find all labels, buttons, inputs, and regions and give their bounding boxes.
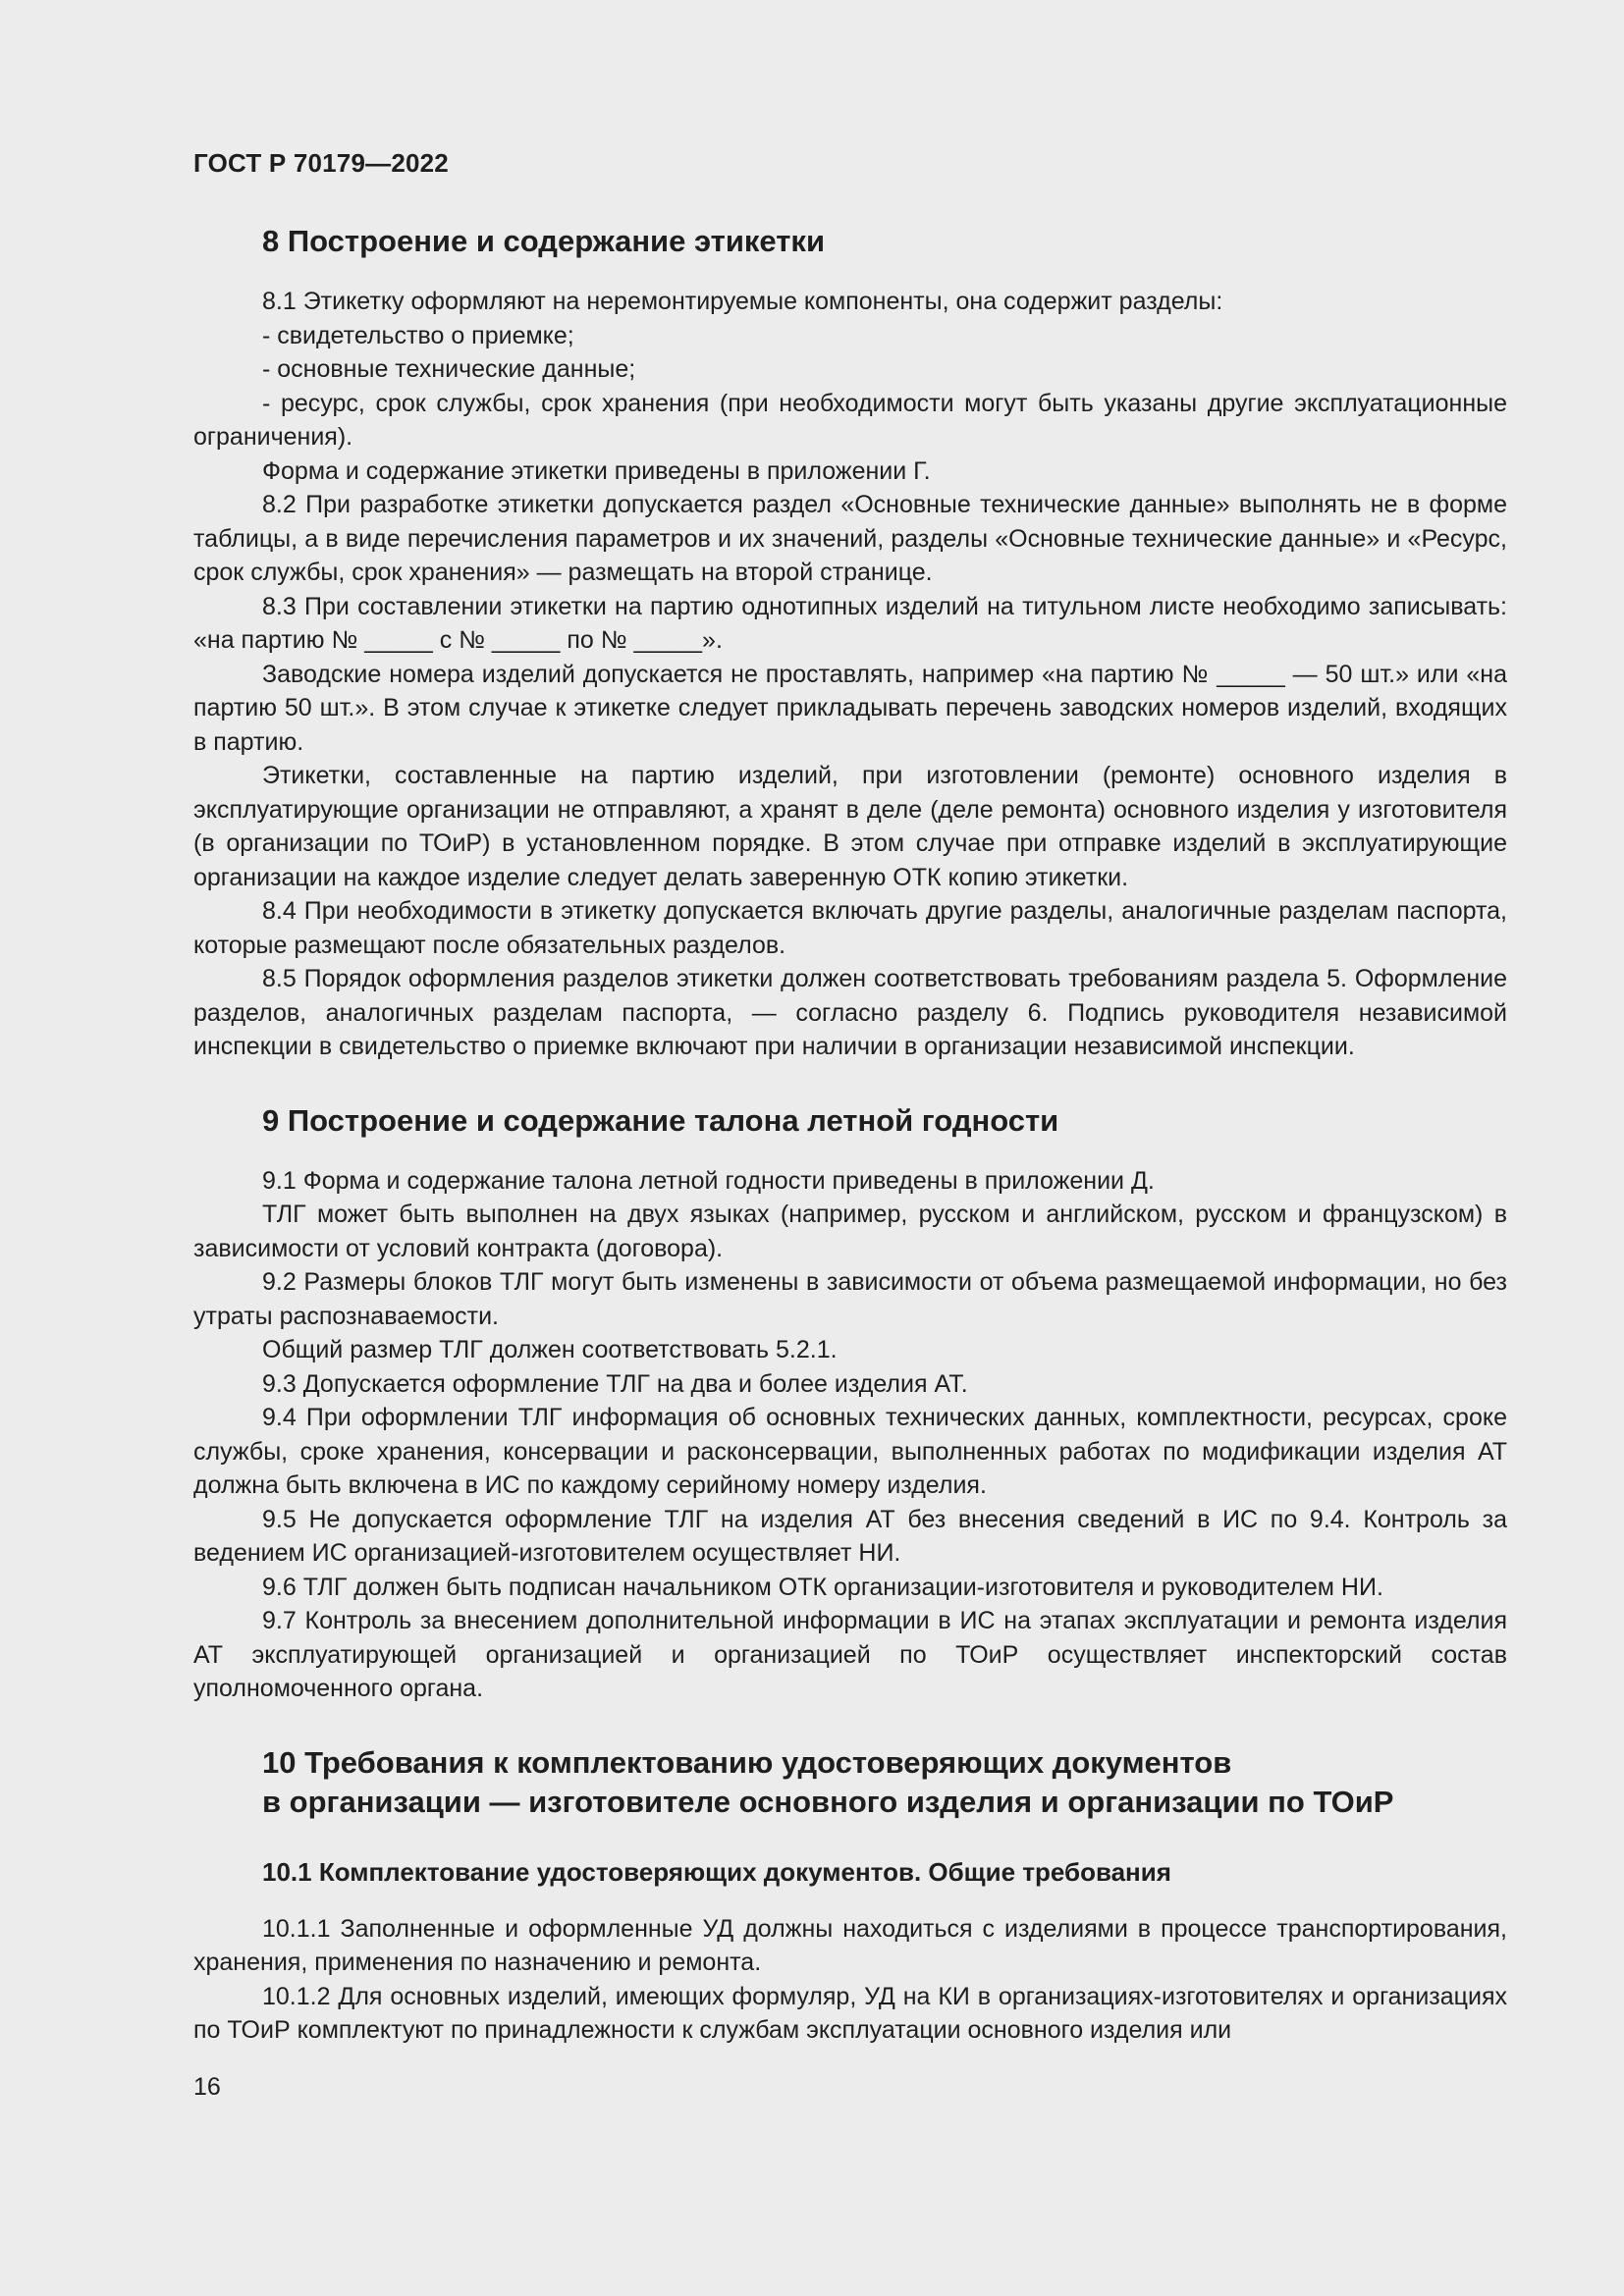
section-8-title: 8 Построение и содержание этикетки — [262, 224, 826, 258]
paragraph: Форма и содержание этикетки приведены в приложении Г. — [262, 456, 931, 485]
section-9-title: 9 Построение и содержание талона летной годности — [262, 1102, 1059, 1138]
clause-8-2: 8.2 При разработке этикетки допускается раздел «Основные технические данные» выполнять не в форме таблицы, а в виде перечисления параметров и их значений, разделы «Основные технические данные» и «Ресурс, срок службы, срок хранения» — размещать на второй странице. — [193, 491, 1507, 586]
clause-9-1: 9.1 Форма и содержание талона летной годности приведены в приложении Д. — [262, 1166, 1155, 1195]
clause-9-7: 9.7 Контроль за внесением дополнительной информации в ИС на этапах эксплуатации и ремонта изделия АТ эксплуатирующей организацией и организацией по ТОиР осуществляет инспекторский состав уполномоченного органа. — [193, 1607, 1507, 1702]
list-item: - основные технические данные; — [262, 355, 636, 383]
page-content — [193, 222, 1507, 2048]
paragraph: Заводские номера изделий допускается не проставлять, например «на партию № _____ — 50 шт.» или «на партию 50 шт.». В этом случае к этикетке следует прикладывать перечень заводских номеров изделий, входящих в партию. — [193, 660, 1507, 756]
clause-9-6: 9.6 ТЛГ должен быть подписан начальником ОТК организации-изготовителя и руководителем НИ. — [262, 1573, 1383, 1601]
clause-9-3: 9.3 Допускается оформление ТЛГ на два и более изделия АТ. — [262, 1369, 968, 1398]
subsection-10-1-title: 10.1 Комплектование удостоверяющих документов. Общие требования — [262, 1856, 1171, 1887]
clause-9-2: 9.2 Размеры блоков ТЛГ могут быть изменены в зависимости от объема размещаемой информации, но без утраты распознаваемости. — [193, 1268, 1507, 1330]
clause-10-1-1: 10.1.1 Заполненные и оформленные УД должны находиться с изделиями в процессе транспортирования, хранения, применения по назначению и ремонта. — [193, 1914, 1507, 1976]
clause-8-3: 8.3 При составлении этикетки на партию однотипных изделий на титульном листе необходимо записывать: «на партию № _____ с № _____ по № _____». — [193, 592, 1507, 654]
clause-9-4: 9.4 При оформлении ТЛГ информация об основных технических данных, комплектности, ресурсах, сроке службы, сроке хранения, консервации и расконсервации, выполненных работах по модификации изделия АТ должна быть включена в ИС по каждому серийному номеру изделия. — [193, 1404, 1507, 1499]
page-number: 16 — [193, 2073, 221, 2101]
list-item: - ресурс, срок службы, срок хранения (при необходимости могут быть указаны другие эксплуатационные ограничения). — [193, 389, 1507, 451]
clause-8-5: 8.5 Порядок оформления разделов этикетки должен соответствовать требованиям раздела 5. Оформление разделов, аналогичных разделам паспорта, — согласно разделу 6. Подпись руководителя независимой инспекции в свидетельство о приемке включают при наличии в организации независимой инспекции. — [193, 965, 1507, 1060]
paragraph: Этикетки, составленные на партию изделий, при изготовлении (ремонте) основного изделия в эксплуатирующие организации не отправляют, а хранят в деле (деле ремонта) основного изделия у изготовителя (в организации по ТОиР) в установленном порядке. В этом случае при отправке изделий в эксплуатирующие организации на каждое изделие следует делать заверенную ОТК копию этикетки. — [193, 762, 1507, 891]
clause-8-4: 8.4 При необходимости в этикетку допускается включать другие разделы, аналогичные разделам паспорта, которые размещают после обязательных разделов. — [193, 897, 1507, 959]
clause-9-5: 9.5 Не допускается оформление ТЛГ на изделия АТ без внесения сведений в ИС по 9.4. Контроль за ведением ИС организацией-изготовителем осуществляет НИ. — [193, 1505, 1507, 1567]
section-10-title-line-2: в организации — изготовителе основного изделия и организации по ТОиР — [262, 1784, 1394, 1819]
list-item: - свидетельство о приемке; — [262, 321, 574, 349]
paragraph: Общий размер ТЛГ должен соответствовать 5.2.1. — [262, 1336, 838, 1363]
section-10-title-line-1: 10 Требования к комплектованию удостоверяющих документов — [262, 1744, 1232, 1780]
clause-10-1-2: 10.1.2 Для основных изделий, имеющих формуляр, УД на КИ в организациях-изготовителях и организациях по ТОиР комплектуют по принадлежности к службам эксплуатации основного изделия или — [193, 1982, 1507, 2044]
clause-8-1: 8.1 Этикетку оформляют на неремонтируемые компоненты, она содержит разделы: — [262, 288, 1223, 315]
document-code-header: ГОСТ Р 70179—2022 — [193, 148, 449, 178]
paragraph: ТЛГ может быть выполнен на двух языках (например, русском и английском, русском и французском) в зависимости от условий контракта (договора). — [193, 1201, 1507, 1262]
